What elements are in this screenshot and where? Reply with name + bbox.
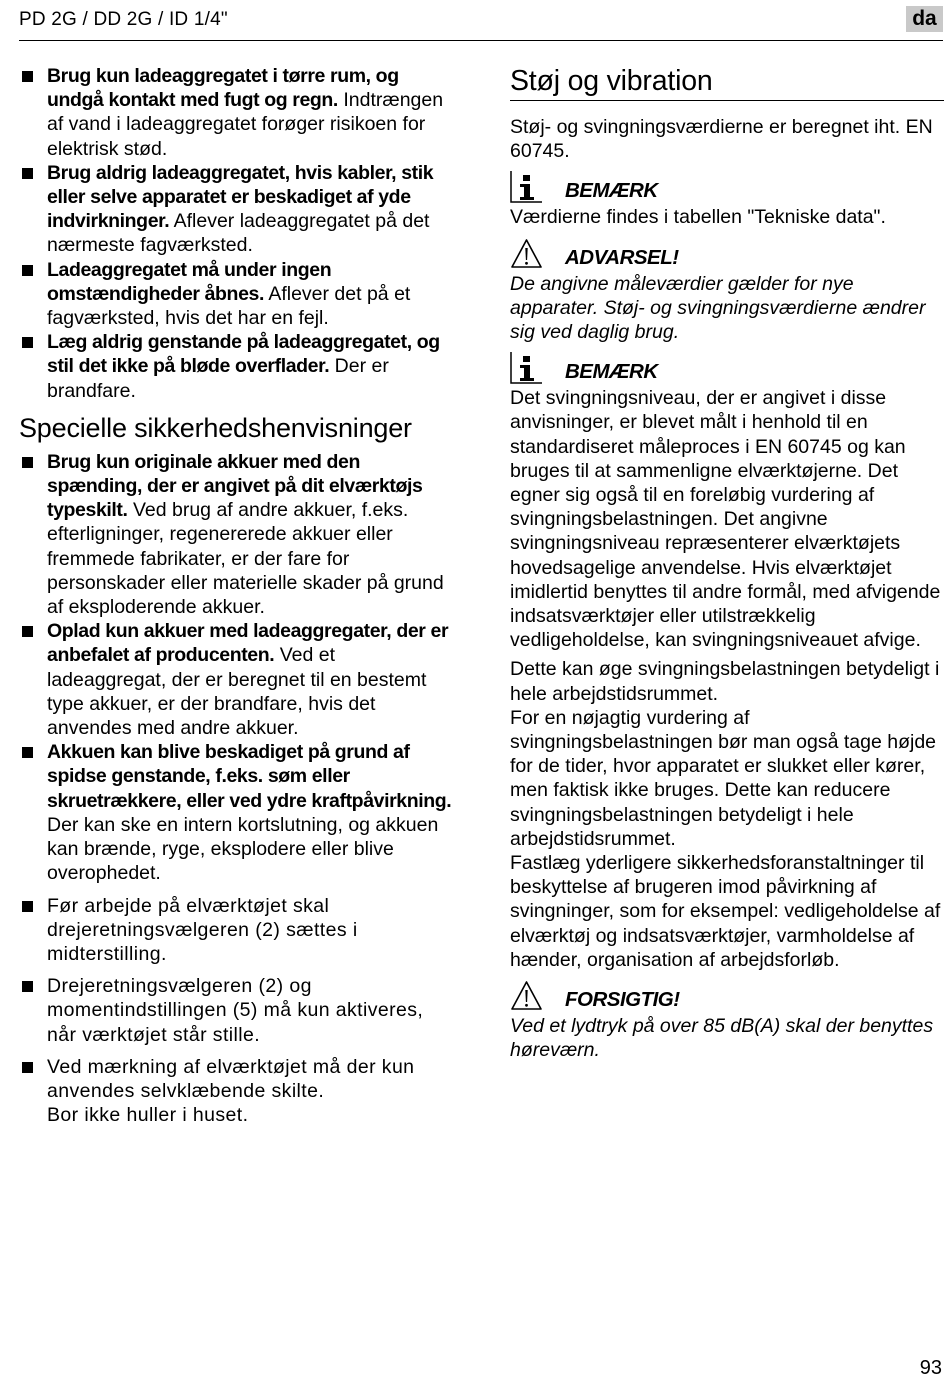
list-item: Akkuen kan blive beskadiget på grund af spidse genstande, f.eks. søm eller skruetrækkere, eller ved ydre kraftpåvirkning. Der kan ske en intern kortslutning, og akkuen kan brænde, ryge, eksplodere eller blive overophedet.: [19, 740, 455, 885]
warning-label: ADVARSEL!: [565, 245, 679, 269]
list-item: Brug aldrig ladeaggregatet, hvis kabler, stik eller selve apparatet er beskadiget af yde indvirkninger. Aflever ladeaggregatet på det nærmeste fagværksted.: [19, 161, 455, 258]
square-bullet-icon: [22, 747, 33, 758]
square-bullet-icon: [22, 981, 33, 992]
list-item: Læg aldrig genstande på ladeaggregatet, og stil det ikke på bløde overflader. Der er brandfare.: [19, 330, 455, 403]
section-heading: Specielle sikkerhedshenvisninger: [19, 412, 412, 443]
warning-block: [510, 237, 944, 270]
square-bullet-icon: [22, 901, 33, 912]
caution-label: FORSIGTIG!: [565, 988, 680, 1012]
list-item: Før arbejde på elværktøjet skal drejeretningsvælgeren (2) sættes i midterstilling.: [19, 894, 455, 967]
square-bullet-icon: [22, 168, 33, 179]
info-icon: [510, 170, 543, 203]
note-label: BEMÆRK: [565, 360, 658, 384]
square-bullet-icon: [22, 1062, 33, 1073]
caution-block: [510, 979, 944, 1012]
list-item: Drejeretningsvælgeren (2) og momentindstillingen (5) må kun aktiveres, når værktøjet står stille.: [19, 974, 455, 1047]
document-header-title: PD 2G / DD 2G / ID 1/4": [19, 9, 228, 30]
note-label: BEMÆRK: [565, 179, 658, 203]
list-item: Ladeaggregatet må under ingen omstændigheder åbnes. Aflever det på et fagværksted, hvis det har en fejl.: [19, 258, 455, 331]
square-bullet-icon: [22, 71, 33, 82]
list-item: Brug kun ladeaggregatet i tørre rum, og undgå kontakt med fugt og regn. Indtrængen af vand i ladeaggregatet forøger risikoen for elektrisk stød.: [19, 64, 455, 161]
square-bullet-icon: [22, 626, 33, 637]
caution-text: Ved et lydtryk på over 85 dB(A) skal der benyttes høreværn.: [510, 1015, 934, 1062]
body-paragraph: For en nøjagtig vurdering af svingningsbelastningen bør man også tage højde for de tider, hvor apparatet er slukket eller kører, men faktisk ikke bruges. Dette kan reducere svingningsbelastningen betydeligt i hele arbejdstidsrummet.: [510, 706, 937, 850]
list-item: Ved mærkning af elværktøjet må der kun anvendes selvklæbende skilte. Bor ikke huller i huset.: [19, 1055, 455, 1128]
body-paragraph: Dette kan øge svingningsbelastningen betydeligt i hele arbejdstidsrummet.: [510, 658, 940, 705]
list-item: Oplad kun akkuer med ladeaggregater, der er anbefalet af producenten. Ved et ladeaggregat, der er beregnet til en bestemt type akkuer, er der brandfare, hvis det anvendes med andre akkuer.: [19, 619, 455, 740]
note-text: Værdierne findes i tabellen "Tekniske data".: [510, 206, 886, 229]
section-heading-noise-vibration: Støj og vibration: [510, 64, 944, 101]
page-number: 93: [919, 1357, 942, 1379]
header-divider: [19, 40, 943, 41]
body-paragraph: Det svingningsniveau, der er angivet i disse anvisninger, er blevet målt i henhold til en standardiseret måleproces i EN 60745 og kan bruges til at sammenligne elværktøjerne. Det egner sig også til en foreløbig vurdering af svingningsbelastningen. Det angivne svingningsniveau repræsenterer elværktøjets hovedsagelige anvendelse. Hvis elværktøjet imidlertid benyttes til andre formål, med afvigende indsatsværktøjer eller utilstrækkelig vedligeholdelse, kan svingningsniveauet afvige.: [510, 387, 941, 652]
warning-triangle-icon: [510, 979, 543, 1012]
warning-triangle-icon: [510, 237, 543, 270]
note-block: [510, 170, 944, 203]
language-badge: da: [906, 6, 943, 32]
note-block: [510, 351, 944, 384]
square-bullet-icon: [22, 457, 33, 468]
body-paragraph: Fastlæg yderligere sikkerhedsforanstaltninger til beskyttelse af brugeren imod påvirkning af svingninger, som for eksempel: vedligeholdelse af elværktøj og indsatsværktøjer, varmholdelse af hænder, organisation af arbejdsforløb.: [510, 852, 941, 971]
square-bullet-icon: [22, 265, 33, 276]
list-item-extra-line: Bor ikke huller i huset.: [47, 1104, 249, 1127]
left-column: [19, 64, 455, 1127]
square-bullet-icon: [22, 337, 33, 348]
list-item: Brug kun originale akkuer med den spænding, der er angivet på dit elværktøjs typeskilt. Ved brug af andre akkuer, f.eks. efterligninger, regenererede akkuer eller fremmede fabrikater, er der fare for personskader eller materielle skader på grund af eksploderende akkuer.: [19, 450, 455, 619]
warning-text: De angivne måleværdier gælder for nye apparater. Støj- og svingningsværdierne ændrer sig ved daglig brug.: [510, 272, 926, 344]
info-icon: [510, 351, 543, 384]
intro-paragraph: Støj- og svingningsværdierne er beregnet iht. EN 60745.: [510, 116, 933, 163]
right-column: [510, 64, 944, 1063]
